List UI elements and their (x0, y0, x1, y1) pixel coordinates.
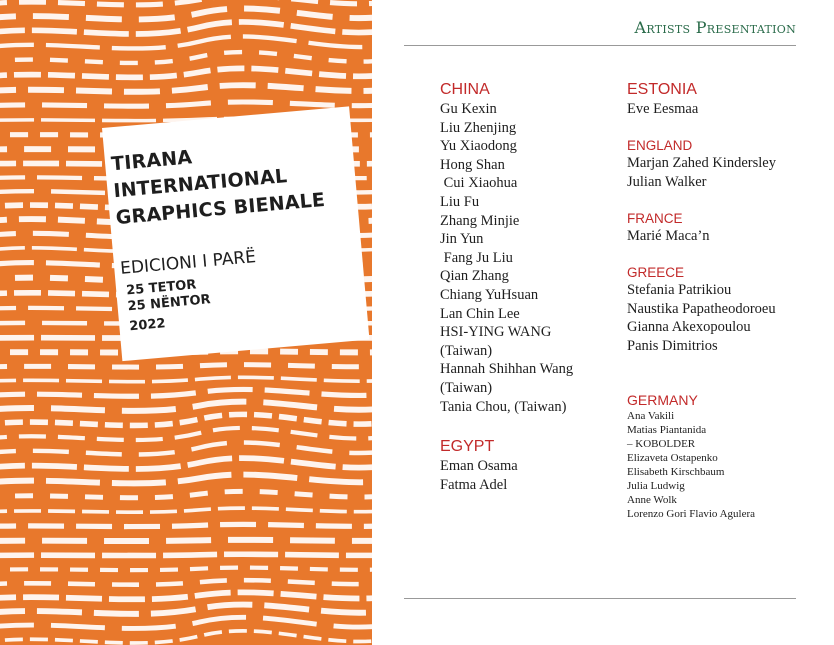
stripe (0, 402, 372, 411)
artist-name: Gianna Akexopoulou (627, 319, 751, 336)
artist-name: Gu Kexin (440, 101, 497, 117)
stripe (0, 554, 372, 555)
cover-title: TIRANA INTERNATIONAL GRAPHICS BIENALE (110, 146, 326, 230)
stripe (0, 605, 372, 614)
artist-name: Naustika Papatheodoroeu (627, 300, 776, 317)
stripe (0, 0, 372, 5)
artist-name: Tania Chou, (Taiwan) (440, 398, 567, 415)
cover-date-end: 25 NËNTOR (127, 292, 212, 315)
country-group-greece (627, 264, 776, 355)
artist-name: Panis Dimitrios (627, 337, 718, 354)
country-heading: GERMANY (627, 392, 698, 408)
artist-name: Zhang Minjie (440, 212, 520, 229)
cover-year: 2022 (128, 316, 167, 335)
cover-artwork (0, 0, 372, 645)
stripe (0, 592, 372, 599)
cover-edition: EDICIONI I PARË (119, 247, 257, 279)
artist-name: Fatma Adel (440, 476, 508, 493)
stripe (0, 428, 372, 440)
country-heading: EGYPT (440, 438, 495, 455)
country-heading: GREECE (627, 265, 685, 280)
stripe (0, 443, 372, 455)
artist-name: Hong Shan (440, 156, 505, 173)
bottom-divider (404, 598, 796, 599)
artist-name: Yu Xiaodong (440, 138, 517, 155)
country-group-france (627, 210, 710, 246)
country-heading: ESTONIA (627, 81, 697, 98)
artist-name: Marjan Zahed Kindersley (627, 155, 776, 171)
artist-name: – KOBOLDER (627, 438, 696, 450)
artist-name: Elisabeth Kirschbaum (627, 466, 725, 478)
artist-name: Julian Walker (627, 173, 707, 190)
artist-name: Hannah Shihhan Wang (440, 361, 574, 378)
country-group-china (440, 80, 573, 416)
stripe (0, 580, 372, 584)
stripe (0, 540, 372, 541)
top-divider (404, 45, 796, 46)
stripe (0, 617, 372, 628)
country-group-germany (627, 392, 755, 521)
stripe (0, 52, 372, 63)
stripe (0, 377, 372, 381)
artist-name: Lorenzo Gori Flavio Agulera (627, 508, 755, 520)
page-title: Artists Presentation (634, 18, 796, 37)
country-group-estonia (627, 80, 698, 119)
stripe (0, 102, 372, 106)
artist-name: (Taiwan) (440, 342, 493, 359)
cover-title-box (102, 106, 369, 361)
stripe (0, 524, 372, 526)
artist-name: Liu Zhenjing (440, 119, 517, 136)
stripe (0, 568, 372, 570)
country-heading: ENGLAND (627, 138, 693, 153)
stripe (0, 389, 372, 396)
country-group-england (627, 137, 776, 191)
country-group-egypt (440, 437, 518, 494)
artist-name: (Taiwan) (440, 379, 493, 396)
stripe (0, 365, 372, 367)
stripe (0, 491, 372, 497)
country-heading: FRANCE (627, 211, 683, 226)
stripe (0, 631, 372, 643)
stripe (0, 68, 372, 77)
stripe (0, 458, 372, 469)
cover-date-start: 25 TETOR (125, 277, 197, 299)
stripe (0, 475, 372, 484)
artist-name: Elizaveta Ostapenko (627, 452, 718, 464)
stripe (0, 85, 372, 92)
stripe (0, 22, 372, 34)
artist-name: Ana Vakili (627, 410, 675, 422)
artist-name: Fang Ju Liu (440, 249, 513, 266)
stripe (0, 8, 372, 19)
artist-name: Liu Fu (440, 193, 480, 210)
artist-name: HSI-YING WANG (440, 324, 552, 341)
stripe (0, 508, 372, 512)
cover-dates (126, 276, 212, 315)
artist-name: Lan Chin Lee (440, 305, 520, 322)
artist-name: Eve Eesmaa (627, 101, 699, 117)
artist-name: Eman Osama (440, 458, 518, 474)
stripe (0, 36, 372, 48)
stripe (0, 414, 372, 425)
country-heading: CHINA (440, 81, 490, 98)
artist-name: Jin Yun (440, 231, 484, 248)
artist-name: Cui Xiaohua (440, 175, 518, 192)
artist-name: Qian Zhang (440, 268, 509, 285)
artist-name: Matias Piantanida (627, 424, 707, 436)
artist-name: Stefania Patrikiou (627, 282, 732, 298)
artist-name: Chiang YuHsuan (440, 286, 539, 303)
artist-name: Anne Wolk (627, 494, 677, 506)
artist-name: Marié Maca’n (627, 228, 710, 244)
artist-name: Julia Ludwig (627, 480, 685, 492)
